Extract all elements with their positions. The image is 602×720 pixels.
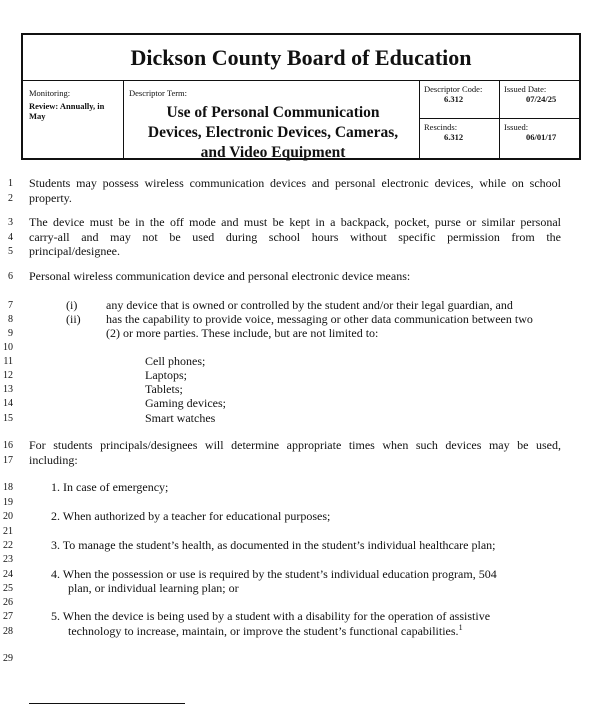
- org-title: Dickson County Board of Education: [130, 45, 472, 70]
- numbered-list-item: 5. When the device is being used by a student with a disability for the operation of assistive: [51, 609, 491, 623]
- issued-date-value: 07/24/25: [526, 94, 557, 104]
- policy-header-box: [21, 33, 581, 160]
- footnote-reference[interactable]: 1: [458, 623, 463, 632]
- line-number: 13: [3, 384, 13, 395]
- line-number: 21: [3, 526, 13, 537]
- line-number: 14: [3, 398, 13, 409]
- line-number: 1: [8, 178, 13, 189]
- numbered-list-item: 2. When authorized by a teacher for educational purposes;: [51, 509, 331, 523]
- line-number: 28: [3, 626, 13, 637]
- descriptor-code-label: Descriptor Code:: [424, 84, 483, 94]
- paragraph-line: For students principals/designees will determine appropriate times when such devices may be used,: [29, 438, 561, 452]
- definition-marker: (i): [66, 298, 78, 312]
- line-number: 16: [3, 440, 13, 451]
- item5-line2-text: technology to increase, maintain, or improve the student’s functional capabilities.: [68, 624, 459, 638]
- definition-text: any device that is owned or controlled by the student and/or their legal guardian, and: [106, 298, 513, 312]
- line-number: 2: [8, 193, 13, 204]
- line-number: 29: [3, 653, 13, 664]
- line-number: 12: [3, 370, 13, 381]
- descriptor-code-value: 6.312: [444, 94, 464, 104]
- device-list-item: Smart watches: [145, 411, 216, 425]
- header-col-divider: [499, 80, 500, 158]
- paragraph-line: Students may possess wireless communication devices and personal electronic devices, while on school: [29, 176, 561, 190]
- line-number: 8: [8, 314, 13, 325]
- line-number: 17: [3, 455, 13, 466]
- paragraph-line: Personal wireless communication device and personal electronic device means:: [29, 269, 411, 283]
- paragraph-line: including:: [29, 453, 78, 467]
- issued-value: 06/01/17: [526, 132, 557, 142]
- definition-marker: (ii): [66, 312, 81, 326]
- device-list-item: Cell phones;: [145, 354, 206, 368]
- header-row-divider: [419, 118, 579, 119]
- line-number: 11: [3, 356, 13, 367]
- line-number: 23: [3, 554, 13, 565]
- line-number: 3: [8, 217, 13, 228]
- paragraph-line: principal/designee.: [29, 244, 120, 258]
- numbered-list-item: 3. To manage the student’s health, as documented in the student’s individual healthcare plan;: [51, 538, 496, 552]
- line-number: 27: [3, 611, 13, 622]
- line-number: 22: [3, 540, 13, 551]
- line-number: 26: [3, 597, 13, 608]
- line-number: 20: [3, 511, 13, 522]
- paragraph-line: The device must be in the off mode and must be kept in a backpack, pocket, purse or similar personal: [29, 215, 561, 229]
- monitoring-value: Review: Annually, in May: [29, 101, 105, 121]
- device-list-item: Laptops;: [145, 368, 187, 382]
- line-number: 6: [8, 271, 13, 282]
- descriptor-term-title: [124, 103, 422, 163]
- descriptor-term-line: Devices, Electronic Devices, Cameras,: [147, 124, 399, 141]
- numbered-list-item-cont: plan, or individual learning plan; or: [68, 581, 239, 595]
- line-number: 5: [8, 246, 13, 257]
- definition-text: (2) or more parties. These include, but are not limited to:: [106, 326, 379, 340]
- numbered-list-item: 1. In case of emergency;: [51, 480, 169, 494]
- line-number: 7: [8, 300, 13, 311]
- line-number: 10: [3, 342, 13, 353]
- numbered-list-item-cont: [68, 624, 463, 639]
- descriptor-term-label: Descriptor Term:: [129, 88, 188, 98]
- device-list-item: Tablets;: [145, 382, 183, 396]
- issued-label: Issued:: [504, 122, 529, 132]
- line-number: 25: [3, 583, 13, 594]
- paragraph-line: property.: [29, 191, 72, 205]
- issued-date-label: Issued Date:: [504, 84, 547, 94]
- line-number: 4: [8, 232, 13, 243]
- line-number: 9: [8, 328, 13, 339]
- header-divider: [23, 80, 579, 81]
- line-number: 24: [3, 569, 13, 580]
- monitoring-label: Monitoring:: [29, 88, 71, 98]
- definition-text: has the capability to provide voice, messaging or other data communication between two: [106, 312, 533, 326]
- rescinds-label: Rescinds:: [424, 122, 458, 132]
- descriptor-term-line: Use of Personal Communication: [166, 104, 380, 121]
- device-list-item: Gaming devices;: [145, 396, 226, 410]
- line-number: 19: [3, 497, 13, 508]
- descriptor-term-line: and Video Equipment: [200, 144, 346, 161]
- numbered-list-item: 4. When the possession or use is required by the student’s individual education program, 504: [51, 567, 497, 581]
- line-number: 18: [3, 482, 13, 493]
- footnote-separator: [29, 703, 185, 704]
- rescinds-value: 6.312: [444, 132, 464, 142]
- line-number: 15: [3, 413, 13, 424]
- paragraph-line: carry-all and may not be used during school hours without specific permission from the: [29, 230, 561, 244]
